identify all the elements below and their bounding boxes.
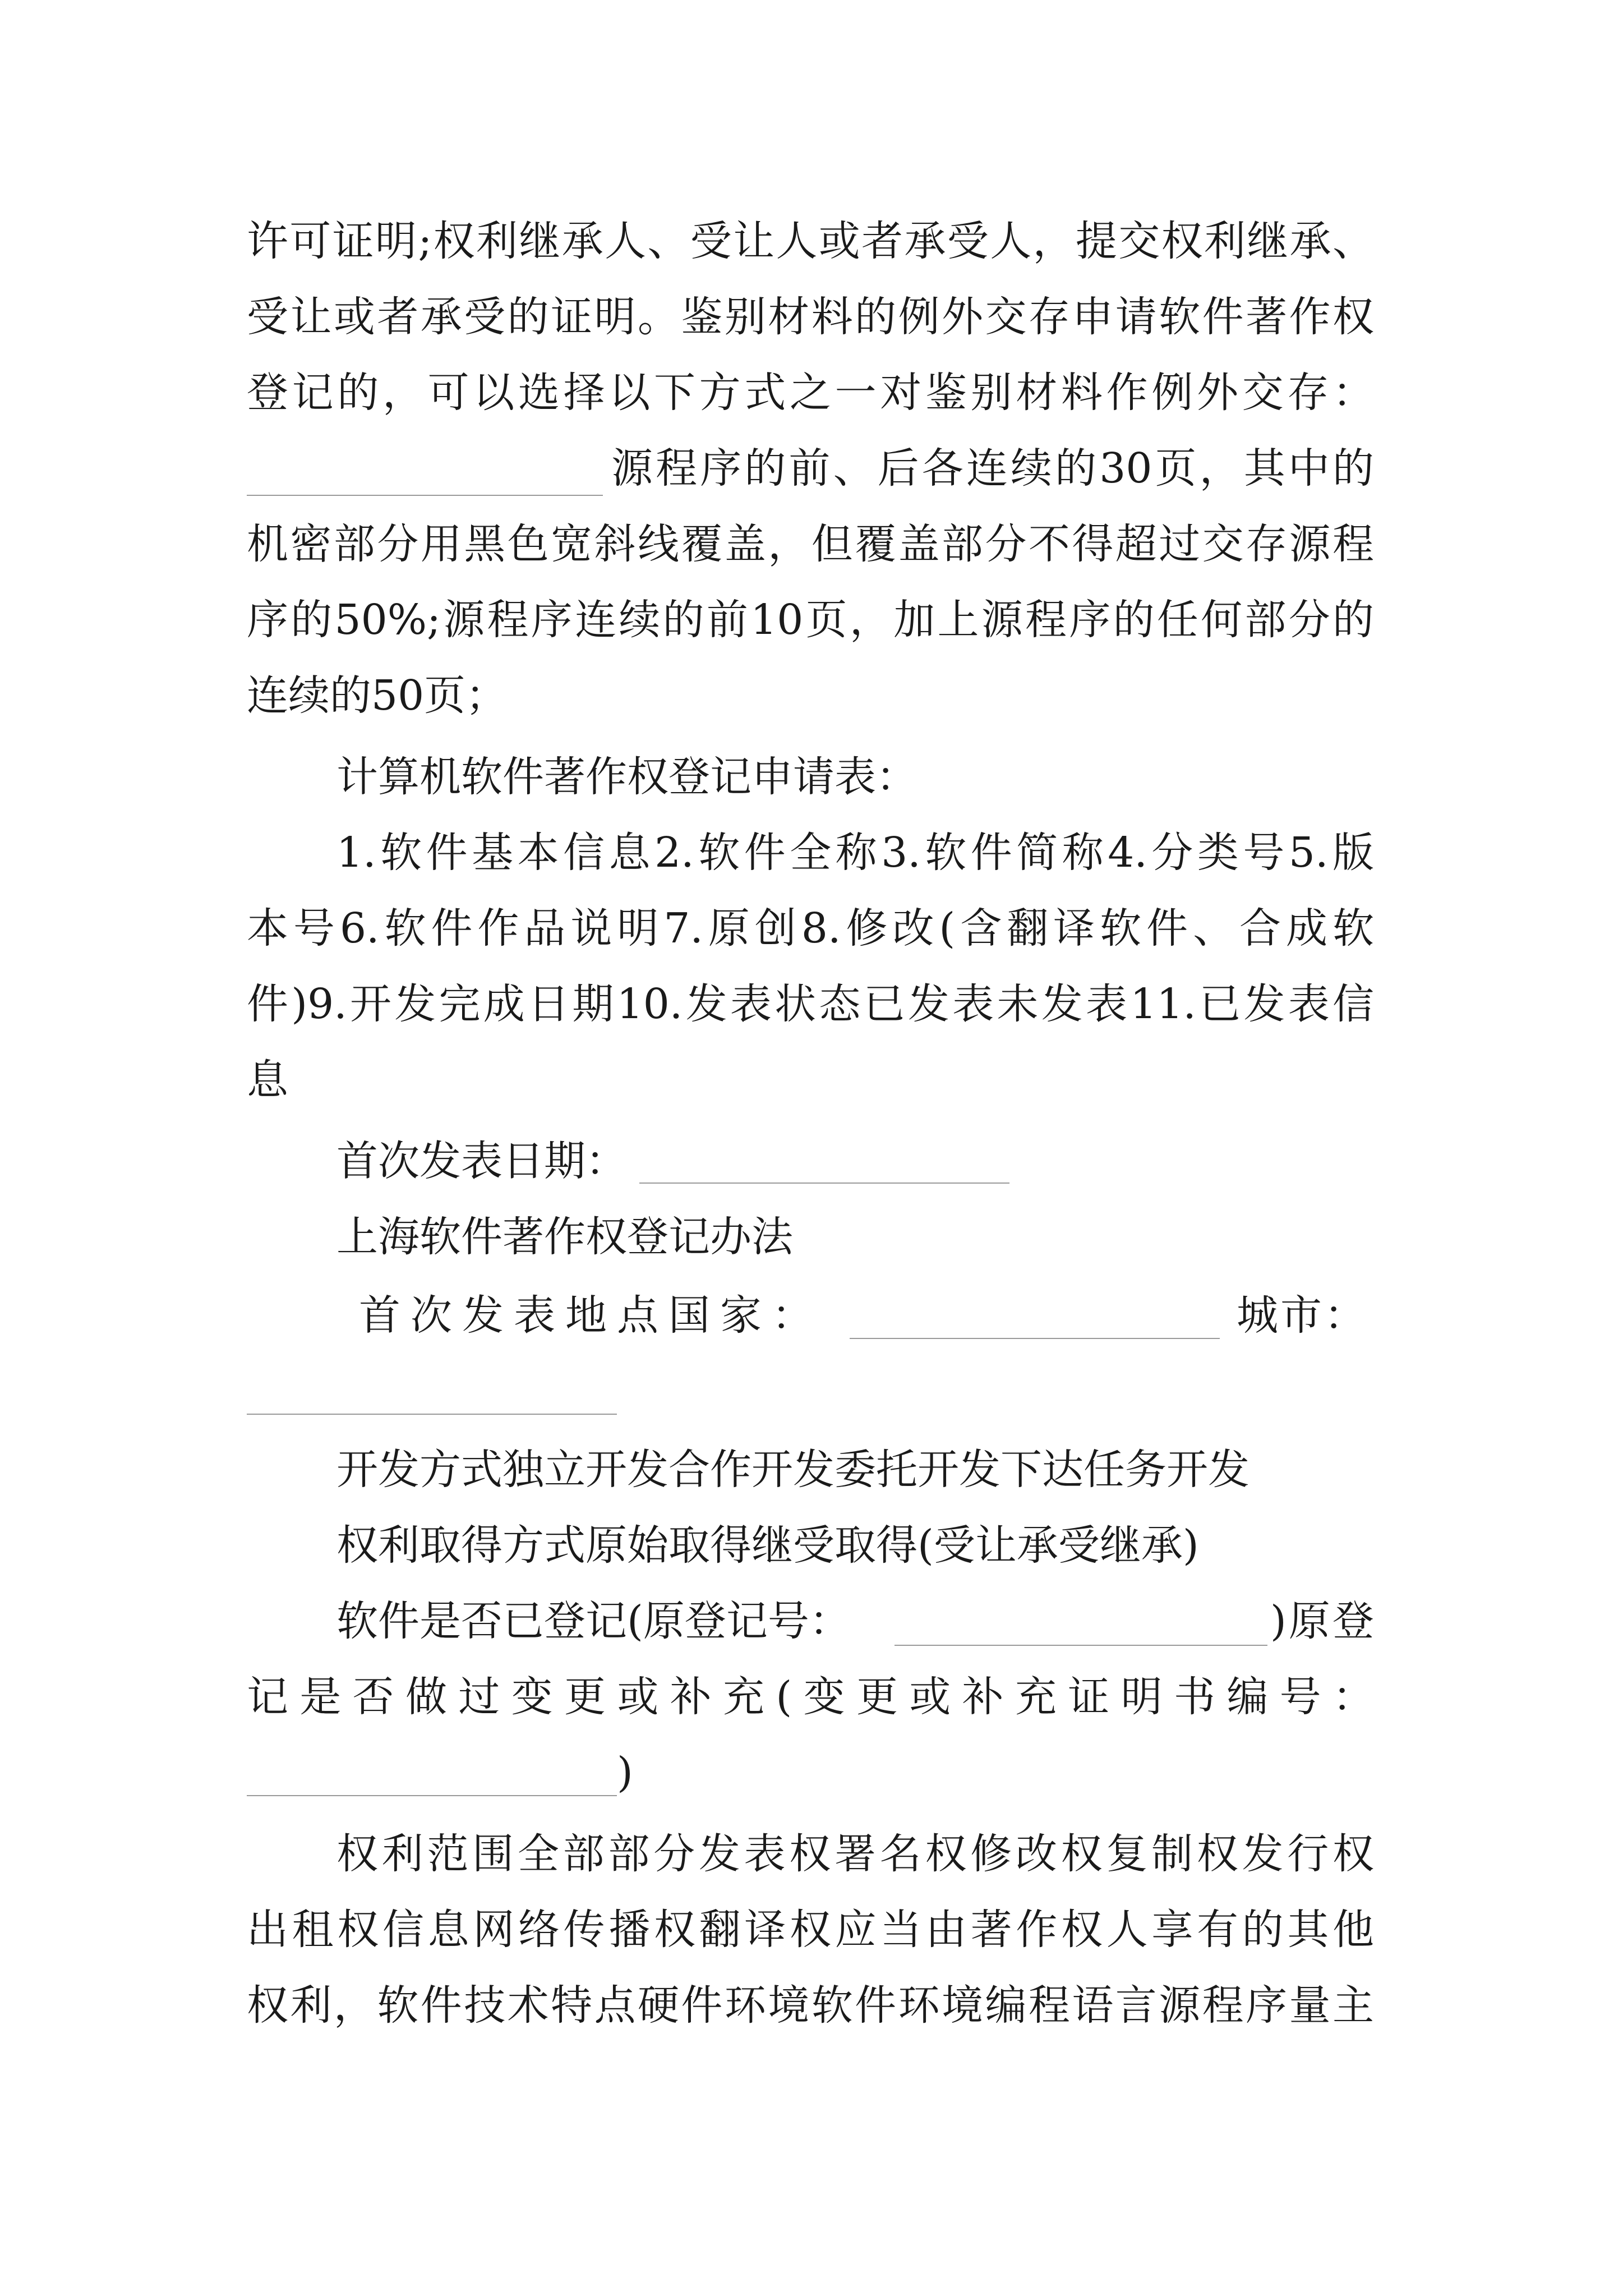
text-line: 登记的，可以选择以下方式之一对鉴别材料作例外交存： (247, 369, 1374, 417)
text-line: )原登 (1270, 1597, 1374, 1645)
first-publish-date-label: 首次发表日期： (336, 1137, 627, 1185)
text-line: 本号6.软件作品说明7.原创8.修改(含翻译软件、合成软 (247, 904, 1374, 953)
first-publish-country-blank (850, 1338, 1220, 1339)
text-line: 源程序的前、后各连续的30页，其中的 (611, 444, 1374, 493)
text-line: 许可证明;权利继承人、受让人或者承受人，提交权利继承、 (247, 217, 1374, 265)
text-line: 权利取得方式原始取得继受取得(受让承受继承) (336, 1521, 1199, 1570)
first-publish-city-label: 城市： (1237, 1291, 1366, 1340)
section-heading: 计算机软件著作权登记申请表： (336, 753, 917, 801)
registration-label: 软件是否已登记(原登记号： (336, 1597, 851, 1645)
text-line: 开发方式独立开发合作开发委托开发下达任务开发 (336, 1446, 1249, 1494)
change-certificate-number-blank (247, 1795, 617, 1796)
text-line: 1.软件基本信息2.软件全称3.软件简称4.分类号5.版 (336, 829, 1374, 877)
text-line: 息 (247, 1056, 288, 1104)
text-line: 序的50%;源程序连续的前10页，加上源程序的任何部分的 (247, 596, 1374, 644)
text-line: 受让或者承受的证明。鉴别材料的例外交存申请软件著作权 (247, 293, 1374, 341)
first-publish-date-blank (639, 1182, 1009, 1184)
text-line: 连续的50页； (247, 671, 508, 720)
text-line: ) (617, 1749, 633, 1797)
text-line: 出租权信息网络传播权翻译权应当由著作权人享有的其他 (247, 1906, 1374, 1954)
first-publish-country-label: 首次发表地点国家： (359, 1291, 813, 1340)
text-line: 件)9.开发完成日期10.发表状态已发表未发表11.已发表信 (247, 980, 1374, 1028)
original-registration-number-blank (895, 1645, 1267, 1646)
text-line: 权利，软件技术特点硬件环境软件环境编程语言源程序量主 (247, 1981, 1374, 2030)
fill-in-blank (247, 495, 603, 496)
first-publish-city-blank (247, 1414, 617, 1415)
text-line: 记是否做过变更或补充(变更或补充证明书编号： (247, 1673, 1374, 1721)
text-line: 权利范围全部部分发表权署名权修改权复制权发行权 (336, 1830, 1374, 1878)
text-line: 机密部分用黑色宽斜线覆盖，但覆盖部分不得超过交存源程 (247, 520, 1374, 568)
text-line: 上海软件著作权登记办法 (336, 1213, 793, 1261)
